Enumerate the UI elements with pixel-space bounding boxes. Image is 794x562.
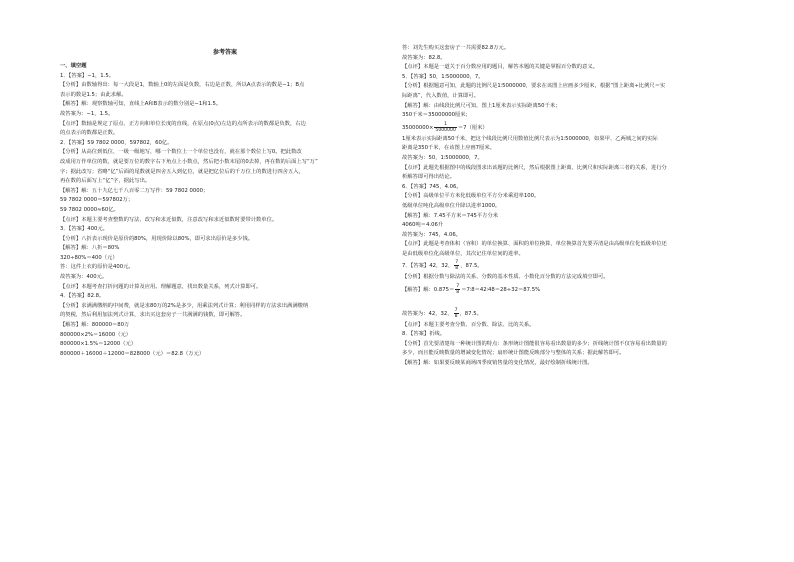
text-line: 际距离”，代入数值，计算即可。 — [402, 92, 479, 99]
text-line: 【点评】数轴是规定了原点、正方向和单位长度的直线，在原点(0点)左边的点所表示的数都是负数，右边 — [60, 120, 306, 127]
text-line: 【分析】首先要清楚每一种统计图的特点：条形统计图能很容易看出数量的多少；折线统计图不仅容易看出数量的 — [402, 340, 667, 347]
formula-prefix: 7．【答案】42，32， — [402, 263, 454, 270]
fraction — [434, 122, 456, 133]
text-line: 【分析】根据分数与除法的关系、分数的基本性质、小数化百分数的方法完成填空即可。 — [402, 274, 609, 281]
left-lines — [60, 72, 390, 360]
text-line: 2．【答案】59 7802 0000，597802，60亿。 — [60, 139, 173, 146]
right-column — [402, 44, 740, 369]
text-line: 【点评】此题先根据图中的线段图求出该题的比例尺，然后根据图上距离、比例尺和实际距离三者的关系，进行分 — [402, 164, 667, 171]
text-line: 800000×2%＝16000（元） — [60, 331, 132, 338]
text-line: 800000＋16000＋12000＝828000（元）＝82.8（万元） — [60, 350, 205, 357]
text-line: 再在数的后面写上“亿”字，据此写出。 — [60, 178, 151, 185]
text-line: 【解答】解：八折＝80% — [60, 245, 120, 252]
text-line: 【点评】本题是一道关于百分数应用的题目，解答本题的关键是掌握百分数的意义。 — [402, 64, 598, 71]
text-line: 的点表示的数都是正数。 — [60, 130, 119, 137]
text-line: 350千米＝35000000厘米； — [402, 112, 471, 119]
text-line: 【点评】本题考查打折问题的计算及应用。理解题意，找出数量关系，列式计算即可。 — [60, 283, 262, 290]
text-line: 故答案为：82.8。 — [402, 54, 446, 61]
text-line: 距离是350千米，在该图上应画7厘米。 — [402, 145, 495, 152]
text-line: 【解答】解：800000＝80万 — [60, 322, 130, 329]
formula-suffix: ＝7∶8＝42∶48＝28÷32＝87.5% — [461, 287, 541, 294]
text-line: 答：这件上衣的原价是400元。 — [60, 264, 134, 271]
formula-suffix: ，87.5。 — [460, 263, 483, 270]
fraction-numerator: 7 — [456, 284, 460, 290]
text-line: 59 7802 0000＝597802万； — [60, 197, 134, 204]
formula-prefix: 故答案为：42，32， — [402, 310, 453, 317]
text-line: 故答案为：745，4.06。 — [402, 231, 461, 238]
fraction-denominator: 5000000 — [435, 127, 456, 133]
text-line: 【解答】解：观察数轴可知，直线上A和B表示的数分别是−1和1.5。 — [60, 101, 222, 108]
text-line: 【分析】从高位到低位，一级一级地写，哪一个数位上一个单位也没有，就在那个数位上写0。把此数改 — [60, 149, 302, 156]
text-line: 59 7802 0000≈60亿。 — [60, 206, 119, 213]
text-line: 【解答】解：如果要反映某商场四季度销售量的变化情况，最好绘制折线统计图。 — [402, 360, 593, 367]
text-line: 改成用万作单位的数，就是要万位的数字右下角点上小数点，然后把小数末尾的0去掉，再在数的后面上写“万” — [60, 158, 318, 165]
text-line: 【分析】根据题意可知，此题的比例尺是1∶5000000，要求在该图上应画多少厘米，根据“图上距离÷比例尺＝实 — [402, 83, 666, 90]
text-line: 4．【答案】82.8。 — [60, 293, 105, 300]
formula-line — [402, 259, 740, 273]
formula-line — [402, 307, 740, 321]
text-line: 是由低级单位化高级单位，其次记住单位间的进率。 — [402, 250, 524, 257]
text-line: 【分析】由数轴得出：每一大段是1，数轴上0的左面是负数，右边是正数，所以A点表示的数是−1；B点 — [60, 82, 305, 89]
formula-line — [402, 283, 740, 297]
text-line: 3．【答案】400元。 — [60, 226, 108, 233]
text-line: 【解答】解：五十九亿七千八百零二万写作：59 7802 0000； — [60, 187, 209, 194]
text-line: 4060吨＝4.06升 — [402, 222, 444, 229]
text-line: 【解答】解：由线段比例尺可知，图上1厘米表示实际距离50千米； — [402, 102, 561, 109]
fraction-numerator: 7 — [455, 260, 459, 266]
text-line: 【解答】解：7.45平方米＝745平方分米 — [402, 212, 499, 219]
formula-suffix: ，87.5。 — [459, 310, 482, 317]
fraction-numerator: 1 — [434, 122, 456, 128]
text-line: 8．【答案】折线。 — [402, 331, 446, 338]
left-column — [60, 62, 390, 359]
fraction-denominator: 8 — [454, 313, 458, 319]
formula-prefix: 【解答】解：0.875＝ — [402, 287, 455, 294]
fraction — [454, 260, 459, 271]
text-line: 析解答即可得出结论。 — [402, 174, 455, 181]
text-line: 1．【答案】−1，1.5。 — [60, 72, 115, 79]
text-line: 的契税，然后利用加法列式计算，求出买这套房子一共满满的钱数，即可解答。 — [60, 312, 246, 319]
text-line: 1厘米表示实际距离50千米，把这个线段比例尺用数值比例尺表示为1∶5000000，如果甲、乙两城之间的实际 — [402, 135, 658, 142]
text-line: 故答案为：50，1∶5000000，7。 — [402, 154, 483, 161]
page-title: 参考答案 — [212, 49, 237, 56]
text-line: 【分析】求满满缴纳的中间费，就是求80万的2%是多少，用乘法列式计算；利用同样的方法求出满满缴纳 — [60, 302, 309, 309]
formula-prefix: 35000000× — [402, 124, 434, 131]
text-line: 5．【答案】50，1∶5000000，7。 — [402, 73, 484, 80]
fraction-denominator: 8 — [456, 290, 460, 296]
text-line: 320÷80%＝400（元） — [60, 254, 118, 261]
formula-line — [402, 121, 740, 135]
right-lines — [402, 44, 740, 369]
text-line: 低级单位吨化高级单位升降以进率1000。 — [402, 202, 501, 209]
text-line: 字；据此改写；省略“亿”后面的尾数就是四舍五入到亿位，就是把亿位后的千万位上的数进行四舍五入， — [60, 168, 304, 175]
text-line: 故答案为：400元。 — [60, 274, 108, 281]
text-line: 【点评】本题主要考查分数、百分数、除法、比的关系。 — [402, 321, 535, 328]
formula-suffix: ＝7（厘米） — [457, 124, 488, 131]
text-line: 【点评】此题是考查体积（容积）的单位换算、面积的单位换算，单位换算首先要弄清是由高级单位化低级单位还 — [402, 241, 667, 248]
fraction-denominator: 8 — [455, 266, 459, 272]
text-line: 表示的数是1.5；由此求解。 — [60, 91, 127, 98]
fraction-numerator: 7 — [454, 307, 458, 313]
text-line: 800000×1.5%＝12000（元） — [60, 341, 137, 348]
text-line: 【分析】高级单位平方米化低级单位平方分米乘进率100。 — [402, 193, 540, 200]
fraction — [455, 284, 460, 295]
text-line: 故答案为：−1，1.5。 — [60, 110, 114, 117]
text-line — [402, 297, 740, 307]
text-line: 【点评】本题主要考查整数的写法、改写和求近似数，注意改写和求近似数时要带计数单位。 — [60, 216, 278, 223]
text-line: 【分析】八折表示现价是原价的80%，用现价除以80%，即可求出原价是多少钱。 — [60, 235, 254, 242]
text-line: 6．【答案】745，4.06。 — [402, 183, 462, 190]
text-line: 答：刘先生购买这套房子一共需要82.8万元。 — [402, 45, 510, 51]
section-heading: 一、填空题 — [60, 63, 87, 69]
text-line: 多少，而且能反映数量的增减变化情况；扇形统计图能反映部分与整体的关系；据此解答即可。 — [402, 350, 625, 357]
fraction — [454, 308, 459, 319]
